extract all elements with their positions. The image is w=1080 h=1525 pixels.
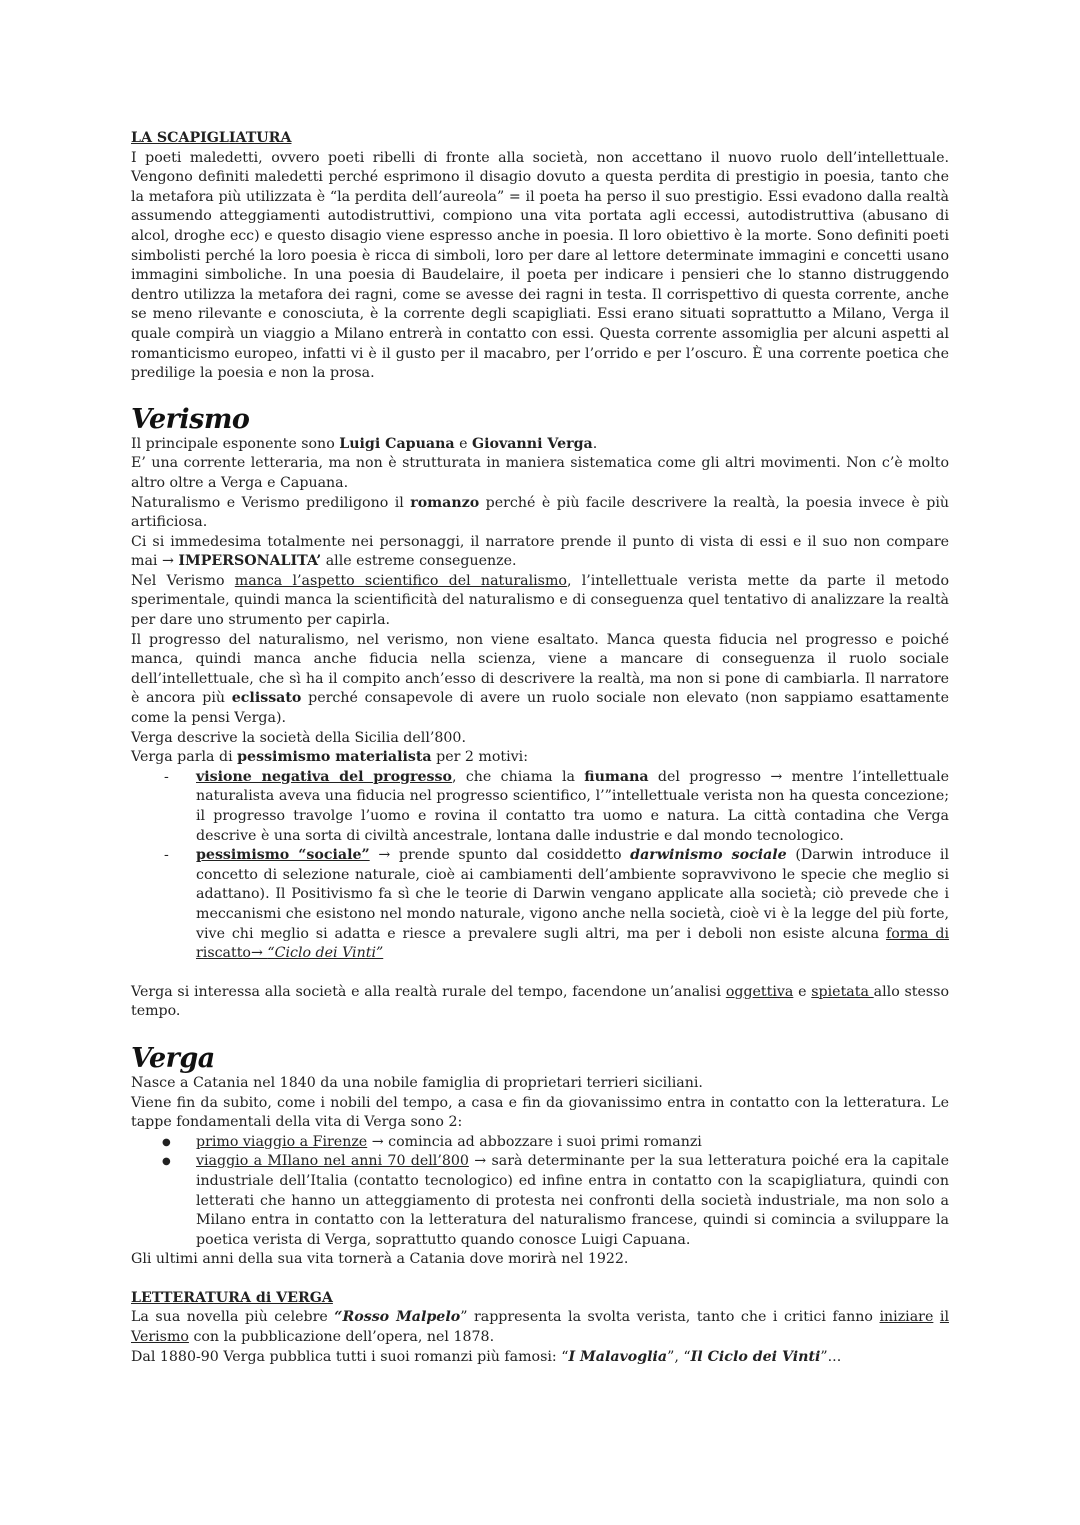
paragraph-verismo-8: Verga parla di pessimismo materialista per 2 motivi:	[131, 749, 528, 766]
paragraph-verismo-5: Nel Verismo manca l’aspetto scientifico del naturalismo, l’intellettuale verista mette da parte il metodo sperimentale, quindi manca la scientificità del naturalismo e di conseguenza quel tentativo di analizzare la realtà per dare uno strumento per capirla.	[131, 572, 949, 629]
list-item: - pessimismo “sociale” → prende spunto dal cosiddetto darwinismo sociale (Darwin introduce il concetto di selezione naturale, cioè ai cambiamenti dell’ambiente sopravvivono le specie che meglio si adattano). Il Positivismo fa sì che le teorie di Darwin vengano applicate alla società; ciò prevede che i meccanismi che esistono nel mondo naturale, vigono anche nella società, cioè vi è la legge del più forte, vive chi meglio si adatta e riesce a prevalere sugli altri, ma per i deboli non esiste alcuna forma di riscatto→ “Ciclo dei Vinti”	[196, 846, 949, 964]
paragraph-letteratura-2: Dal 1880-90 Verga pubblica tutti i suoi romanzi più famosi: “I Malavoglia”, “Il Ciclo dei Vinti”...	[131, 1348, 842, 1365]
paragraph-verismo-7: Verga descrive la società della Sicilia dell’800.	[131, 729, 466, 746]
paragraph-verga-3: Gli ultimi anni della sua vita tornerà a Catania dove morirà nel 1922.	[131, 1251, 629, 1268]
list-item: - visione negativa del progresso, che chiama la fiumana del progresso → mentre l’intellettuale naturalista aveva una fiducia nel progresso scientifico, l’”intellettuale verista non ha questa concezione; il progresso travolge l’uomo e rovina il contatto tra uomo e natura. La città contadina che Verga descrive è una sorta di civiltà ancestrale, lontana dalle industrie e dal mondo tecnologico.	[196, 768, 949, 846]
paragraph-scapigliatura: I poeti maledetti, ovvero poeti ribelli di fronte alla società, non accettano il nuovo ruolo dell’intellettuale. Vengono definiti maledetti perché esprimono il disagio dovuto a questa perdita di prestigio in poesia, tanto che la metafora più utilizzata è “la perdita dell’aureola” = il poeta ha perso il suo prestigio. Essi evadono dalla realtà assumendo atteggiamenti autodistruttivi, compiono una vita portata agli eccessi, autodistruttiva (abusano di alcol, droghe ecc) e questo disagio viene espresso anche in poesia. Il loro obiettivo è la morte. Sono definiti poeti simbolisti perché la loro poesia è ricca di simboli, loro per dare al lettore determinate immagini e concetti usano immagini simboliche. In una poesia di Baudelaire, il poeta per indicare i pensieri che lo stanno distruggendo dentro utilizza la metafora dei ragni, come se avesse dei ragni in testa. Il corrispettivo di questa corrente, anche se meno rilevante e conosciuta, è la corrente degli scapigliati. Essi erano situati soprattutto a Milano, Verga il quale compirà un viaggio a Milano entrerà in contatto con essi. Questa corrente assomiglia per alcuni aspetti al romanticismo europeo, infatti vi è il gusto per il macabro, per l’orrido e per l’oscuro. È una corrente poetica che predilige la poesia e non la prosa.	[131, 149, 949, 382]
paragraph-verga-1: Nasce a Catania nel 1840 da una nobile famiglia di proprietari terrieri siciliani.	[131, 1074, 703, 1091]
document-page	[131, 129, 949, 1367]
paragraph-verismo-2: E’ una corrente letteraria, ma non è strutturata in maniera sistematica come gli altri movimenti. Non c’è molto altro oltre a Verga e Capuana.	[131, 455, 949, 491]
section-heading-verismo: Verismo	[131, 403, 250, 435]
paragraph-verismo-3: Naturalismo e Verismo prediligono il romanzo perché è più facile descrivere la realtà, la poesia invece è più artificiosa.	[131, 494, 949, 531]
paragraph-letteratura-1: La sua novella più celebre “Rosso Malpelo” rappresenta la svolta verista, tanto che i critici fanno iniziare il Verismo con la pubblicazione dell’opera, nel 1878.	[131, 1309, 949, 1346]
paragraph-verismo-9: Verga si interessa alla società e alla realtà rurale del tempo, facendone un’analisi oggettiva e spietata allo stesso tempo.	[131, 983, 949, 1020]
paragraph-verismo-6: Il progresso del naturalismo, nel verismo, non viene esaltato. Manca questa fiducia nel progresso e poiché manca, quindi manca anche fiducia nella scienza, viene a mancare di conseguenza il ruolo sociale dell’intellettuale, che sì ha il compito anch’esso di descrivere la realtà, ma non si pone di cambiarla. Il narratore è ancora più eclissato perché consapevole di avere un ruolo sociale non elevato (non sappiamo esattamente come la pensi Verga).	[131, 631, 949, 727]
paragraph-verismo-1: Il principale esponente sono Luigi Capuana e Giovanni Verga.	[131, 435, 598, 452]
paragraph-verismo-4: Ci si immedesima totalmente nei personaggi, il narratore prende il punto di vista di essi e il suo non compare mai → IMPERSONALITA’ alle estreme conseguenze.	[131, 533, 949, 570]
paragraph-verga-2: Viene fin da subito, come i nobili del tempo, a casa e fin da giovanissimo entra in contatto con la letteratura. Le tappe fondamentali della vita di Verga sono 2:	[131, 1094, 949, 1131]
list-item: ● viaggio a MIlano nel anni 70 dell’800 → sarà determinante per la sua letteratura poiché era la capitale industriale dell’Italia (contatto tecnologico) ed infine entra in contatto con la scapigliatura, quindi con letterati che hanno un atteggiamento di protesta nei confronti della società industriale, ma non solo a Milano entra in contatto con la letteratura del naturalismo francese, quindi si comincia a sviluppare la poetica verista di Verga, soprattutto quando conosce Luigi Capuana.	[196, 1152, 949, 1250]
motivi-list	[131, 768, 949, 964]
list-item: ● primo viaggio a Firenze → comincia ad abbozzare i suoi primi romanzi	[196, 1133, 949, 1153]
section-heading-letteratura: LETTERATURA di VERGA	[131, 1289, 333, 1306]
section-heading-scapigliatura: LA SCAPIGLIATURA	[131, 130, 292, 146]
section-heading-verga: Verga	[131, 1042, 215, 1074]
tappe-list	[131, 1133, 949, 1251]
